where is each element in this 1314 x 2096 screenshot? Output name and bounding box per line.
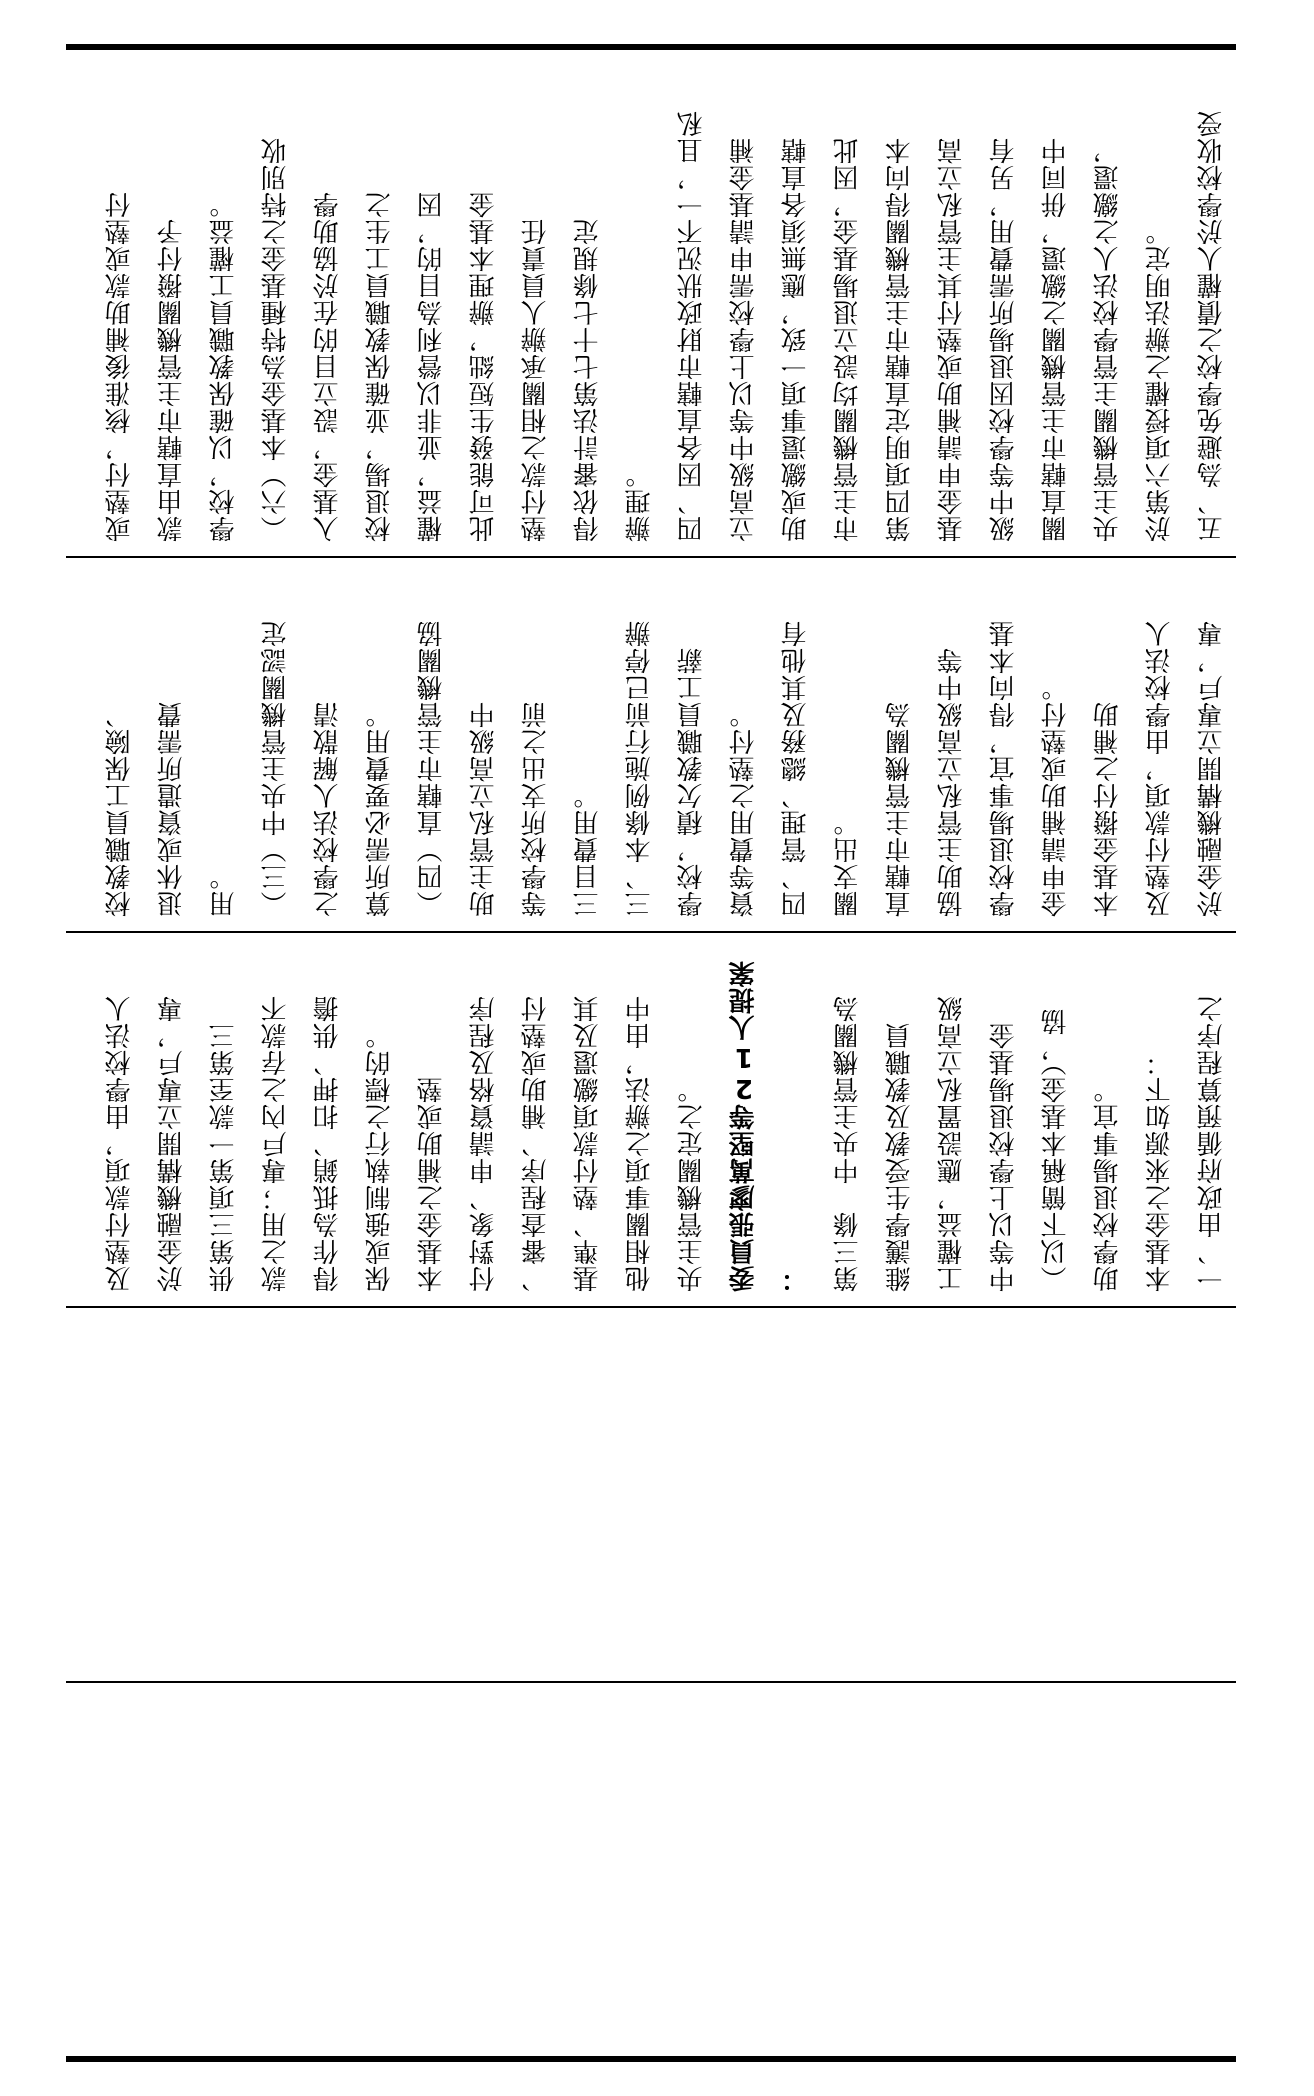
text-line: 第三條 中央主管機關為 xyxy=(833,995,863,1292)
text-line: （六）本基金為特種基金之特別收 xyxy=(261,137,291,542)
text-line: 於第六項授權之辦法明定。 xyxy=(1145,218,1175,542)
text-line: 得作為抵銷、扣押、供擔 xyxy=(313,995,343,1292)
text-line: 及墊付款項，由學校法人 xyxy=(105,995,135,1292)
text-line: 等學校所支出之前 xyxy=(521,701,551,917)
text-line: 本基金之補助或墊 xyxy=(417,1076,447,1292)
text-line: 本基金撥付之補助 xyxy=(1093,701,1123,917)
text-line: 或墊付，核准後補助款或墊付 xyxy=(105,191,135,542)
text-line: 工權益，應設置私立高級 xyxy=(937,995,967,1292)
text-line: 學校，積欠教職員工薪 xyxy=(677,647,707,917)
text-line: 助學校退場事宜。 xyxy=(1093,1076,1123,1292)
text-line: 央主管機關定之。 xyxy=(677,1076,707,1292)
text-line: 基準、墊付款項繳還及其 xyxy=(573,995,603,1292)
text-line: 本基金之來源如下： xyxy=(1145,1049,1175,1292)
text-line: 算所需必要費用。 xyxy=(365,701,395,917)
text-line: 助主管私立高級中 xyxy=(469,701,499,917)
text-column-5 xyxy=(66,1683,1236,2056)
text-line: 學校，以確保教職員工權益。 xyxy=(209,191,239,542)
text-line: 關直轄市主管機關之繳還，併同中 xyxy=(1041,137,1071,542)
text-line: （四）直轄市主管機關協 xyxy=(417,620,447,917)
text-line: 辦理。 xyxy=(625,461,655,542)
text-line: 他相關事項之辦法，由中 xyxy=(625,995,655,1292)
text-line: 退休或資遣所需費 xyxy=(157,701,187,917)
proposal-heading: 委員張廖萬堅等21人提案 xyxy=(729,960,759,1292)
text-line: 關支出。 xyxy=(833,809,863,917)
text-line: 級中等學校因退場所需費用，另有 xyxy=(989,137,1019,542)
text-line: 款由直轄市主管機關撥付予 xyxy=(157,218,187,542)
text-line: 四、因各直轄市財政狀況不一，且私 xyxy=(677,110,707,542)
text-line: 三、本條例施行前已停辦 xyxy=(625,620,655,917)
text-line: 一、由政府循預算程序之 xyxy=(1197,995,1227,1292)
text-line: 校退場，並確保教職員工生之 xyxy=(365,191,395,542)
text-line: 權益，並非以營利為目的，因 xyxy=(417,191,447,542)
text-line: 市主管機關均設立退場基金，因此 xyxy=(833,137,863,542)
text-line: 協助主管私立高級中等 xyxy=(937,647,967,917)
text-line: 墊付款之相關承辦人員責任 xyxy=(521,218,551,542)
text-line: 供第三項第一款至第三 xyxy=(209,1022,239,1292)
text-line: 維護學生受教及教職員 xyxy=(885,1022,915,1292)
text-line: 四、管理、總務及其他有 xyxy=(781,620,811,917)
text-line: 於金融機構開立專戶，專 xyxy=(1197,620,1227,917)
text-line: 助或繳還事項一致，應無須各直轄 xyxy=(781,137,811,542)
text-column-1 xyxy=(66,50,1236,556)
bottom-rule xyxy=(66,2056,1236,2062)
text-line: 保或強制執行之標的。 xyxy=(365,1022,395,1292)
text-line: 入基金，設立目的在於協助學 xyxy=(313,191,343,542)
proposal-heading-colon: ： xyxy=(781,1265,811,1292)
text-line: 付對象、申請資格及程序 xyxy=(469,995,499,1292)
text-column-3 xyxy=(66,933,1236,1306)
text-line: 基金申請補助或墊付其主管私立高 xyxy=(937,137,967,542)
text-line: 五、為避免學校之債權人於學校收受 xyxy=(1197,110,1227,542)
text-column-2 xyxy=(66,558,1236,931)
text-line: 直轄市主管機關為 xyxy=(885,701,915,917)
text-line: 得依審計法第七十七條規定 xyxy=(573,218,603,542)
text-line: 及墊付款項，由學校法人 xyxy=(1145,620,1175,917)
text-line: 於金融機構開立專戶，專 xyxy=(157,995,187,1292)
text-line: 款之用；專戶內之存款不 xyxy=(261,995,291,1292)
text-line: 資等費用之墊付。 xyxy=(729,701,759,917)
text-line: 之學校法人解散清 xyxy=(313,701,343,917)
text-line: 三目費用。 xyxy=(573,782,603,917)
text-line: 中等以上學校退場基金 xyxy=(989,1022,1019,1292)
text-line: 學校退場事宜，得向本基 xyxy=(989,620,1019,917)
text-line: 金申請補助或墊付。 xyxy=(1041,674,1071,917)
text-line: 用。 xyxy=(209,863,239,917)
text-line: 立高級中等以上學校需申請基金補 xyxy=(729,137,759,542)
text-line: 、審查程序、補助或墊付 xyxy=(521,995,551,1292)
text-line: 央主管機關主管學校法人之繳還， xyxy=(1093,137,1123,542)
text-line: 校教職員工保險、 xyxy=(105,701,135,917)
text-line: （以下簡稱本基金），協 xyxy=(1041,1008,1071,1292)
text-column-4 xyxy=(66,1308,1236,1681)
text-line: （三）中央主管機關認定 xyxy=(261,620,291,917)
text-line: 此可能發生短絀，辦理本基金 xyxy=(469,191,499,542)
text-line: 第四項明定直轄市主管機關得向本 xyxy=(885,137,915,542)
